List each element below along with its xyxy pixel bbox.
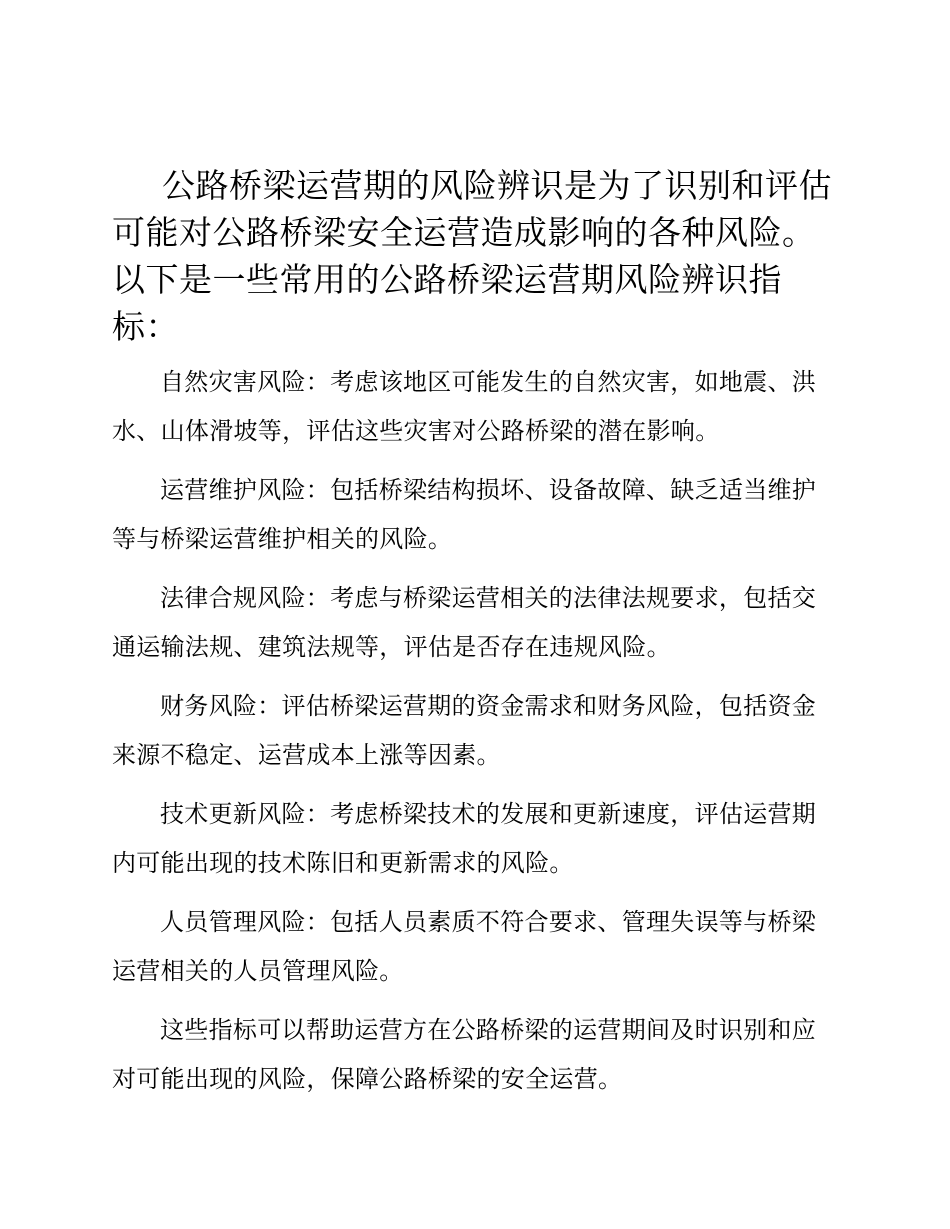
paragraph-financial-risk: 财务风险：评估桥梁运营期的资金需求和财务风险，包括资金来源不稳定、运营成本上涨等因素。 [112,692,817,769]
paragraph-natural-disaster-risk: 自然灾害风险：考虑该地区可能发生的自然灾害，如地震、洪水、山体滑坡等，评估这些灾害对公路桥梁的潜在影响。 [112,368,817,445]
paragraph-conclusion: 这些指标可以帮助运营方在公路桥梁的运营期间及时识别和应对可能出现的风险，保障公路桥梁的安全运营。 [112,1016,817,1093]
paragraph-technology-update-risk: 技术更新风险：考虑桥梁技术的发展和更新速度，评估运营期内可能出现的技术陈旧和更新需求的风险。 [112,800,817,877]
paragraph-operation-maintenance-risk: 运营维护风险：包括桥梁结构损坏、设备故障、缺乏适当维护等与桥梁运营维护相关的风险。 [112,476,817,553]
document-page [112,162,838,1114]
paragraph-legal-compliance-risk: 法律合规风险：考虑与桥梁运营相关的法律法规要求，包括交通运输法规、建筑法规等，评估是否存在违规风险。 [112,584,817,661]
paragraph-personnel-management-risk: 人员管理风险：包括人员素质不符合要求、管理失误等与桥梁运营相关的人员管理风险。 [112,908,817,985]
intro-paragraph: 公路桥梁运营期的风险辨识是为了识别和评估可能对公路桥梁安全运营造成影响的各种风险。以下是一些常用的公路桥梁运营期风险辨识指标： [112,166,832,346]
